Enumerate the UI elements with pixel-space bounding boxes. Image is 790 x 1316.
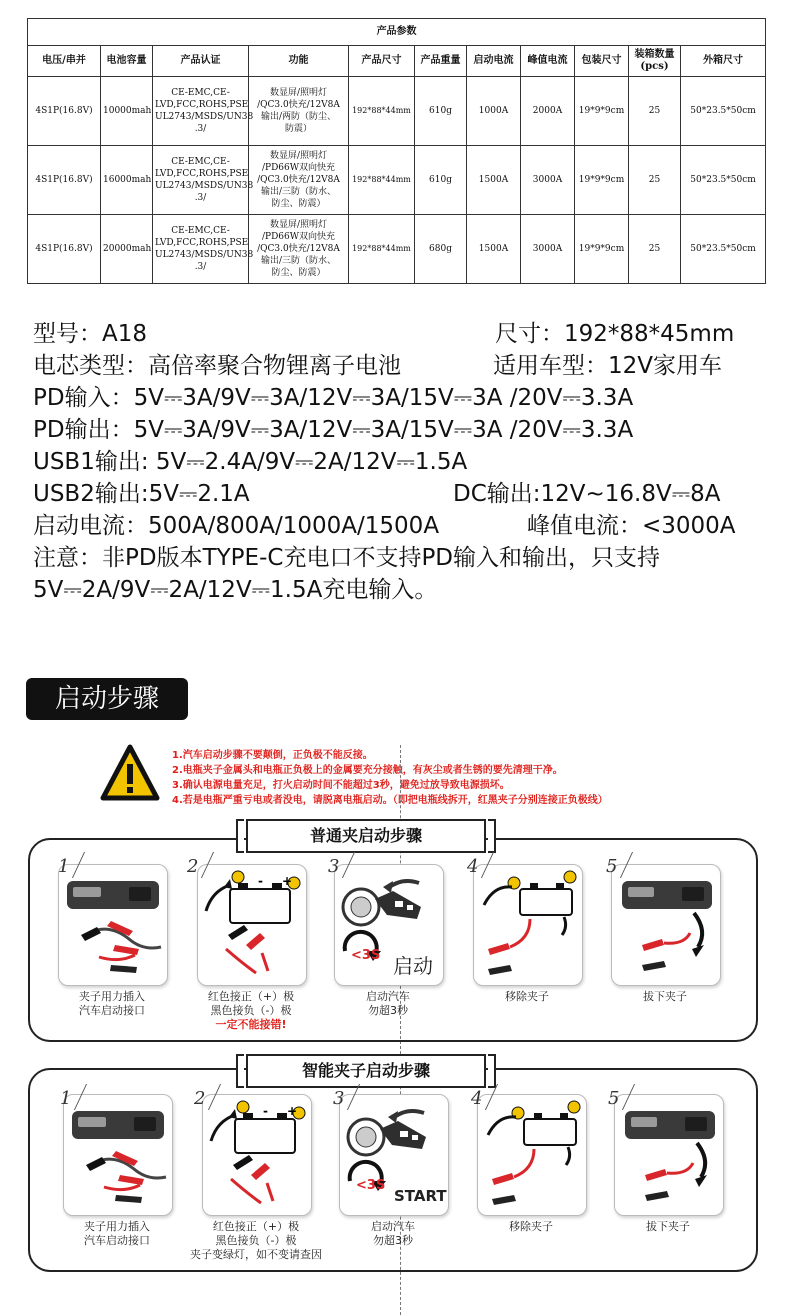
table-cell: CE-EMC,CE- LVD,FCC,ROHS,PSE UL2743/MSDS/UN38 .3/: [153, 77, 249, 146]
unplug-clamps-icon: [612, 865, 720, 985]
param-start-current: 启动电流：500A/800A/1000A/1500A: [33, 513, 440, 539]
timer-text: <3S: [351, 948, 381, 963]
smart-step-2-note: 夹子变绿灯，如不变请查因: [190, 1248, 322, 1261]
warning-item: 3.确认电源电量充足，打火启动时间不能超过3秒，避免过放导致电源损坏。: [172, 780, 510, 791]
header-peak-current: 峰值电流: [521, 46, 575, 77]
smart-step-3-card: [339, 1094, 449, 1216]
table-cell: CE-EMC,CE- LVD,FCC,ROHS,PSE UL2743/MSDS/UN38 .3/: [153, 146, 249, 215]
parameter-list: [33, 318, 763, 606]
table-row: [28, 215, 766, 284]
param-row: [33, 382, 763, 414]
table-cell: 50*23.5*50cm: [681, 77, 766, 146]
remove-clamps-icon: [478, 1095, 586, 1215]
jump-starter-device-icon: [64, 1095, 172, 1215]
header-voltage: 电压/串并: [28, 46, 101, 77]
start-word: 启动: [393, 954, 433, 978]
table-cell: 数显屏/照明灯 /PD66W双向快充 /QC3.0快充/12V8A 输出/三防（防水、 防尘、防震）: [249, 146, 349, 215]
table-cell: 3000A: [521, 146, 575, 215]
table-cell: 数显屏/照明灯 /QC3.0快充/12V8A 输出/两防（防尘、 防震）: [249, 77, 349, 146]
table-row: [28, 77, 766, 146]
car-key-ignition-icon: [335, 865, 443, 985]
start-word: START: [394, 1187, 447, 1205]
table-cell: 1500A: [467, 215, 521, 284]
normal-step-2-warning: 一定不能接错!: [215, 1018, 287, 1031]
table-cell: 25: [629, 146, 681, 215]
normal-step-5-caption: 拔下夹子: [643, 990, 687, 1003]
param-size: 尺寸：192*88*45mm: [495, 321, 735, 347]
smart-step-5-card: [614, 1094, 724, 1216]
normal-step-4-card: [473, 864, 583, 986]
smart-step-3-number: 3: [333, 1088, 345, 1109]
table-cell: CE-EMC,CE- LVD,FCC,ROHS,PSE UL2743/MSDS/UN38 .3/: [153, 215, 249, 284]
smart-step-4-number: 4: [471, 1088, 483, 1109]
header-weight: 产品重量: [415, 46, 467, 77]
table-cell: 20000mah: [101, 215, 153, 284]
remove-clamps-icon: [474, 865, 582, 985]
normal-step-1-number: 1: [58, 856, 70, 877]
table-cell: 192*88*44mm: [349, 146, 415, 215]
normal-step-4-caption: 移除夹子: [505, 990, 549, 1003]
table-cell: 610g: [415, 146, 467, 215]
table-title: 产品参数: [28, 19, 766, 46]
smart-step-1-card: [63, 1094, 173, 1216]
table-cell: 数显屏/照明灯 /PD66W双向快充 /QC3.0快充/12V8A 输出/三防（防水、 防尘、防震）: [249, 215, 349, 284]
table-cell: 4S1P(16.8V): [28, 77, 101, 146]
warning-item: 2.电瓶夹子金属头和电瓶正负极上的金属要充分接触，有灰尘或者生锈的要先清理干净。: [172, 765, 563, 776]
table-cell: 2000A: [521, 77, 575, 146]
smart-step-5-number: 5: [608, 1088, 620, 1109]
normal-step-2-number: 2: [187, 856, 199, 877]
smart-step-1-number: 1: [60, 1088, 72, 1109]
header-start-current: 启动电流: [467, 46, 521, 77]
smart-procedure-title: 智能夹子启动步骤: [246, 1054, 486, 1088]
warning-triangle-icon: [100, 744, 160, 802]
header-package-size: 包装尺寸: [575, 46, 629, 77]
spec-table: [27, 18, 766, 284]
normal-step-2-card: [197, 864, 307, 986]
svg-text:-: -: [258, 874, 263, 888]
warning-item: 1.汽车启动步骤不要颠倒，正负极不能反接。: [172, 750, 373, 761]
smart-step-2-number: 2: [194, 1088, 206, 1109]
param-peak-current: 峰值电流：<3000A: [527, 513, 736, 539]
param-row: [33, 510, 763, 542]
table-cell: 1500A: [467, 146, 521, 215]
table-cell: 19*9*9cm: [575, 77, 629, 146]
param-row: [33, 350, 763, 382]
smart-step-4-card: [477, 1094, 587, 1216]
table-cell: 610g: [415, 77, 467, 146]
normal-step-1-caption: 夹子用力插入 汽车启动接口: [79, 990, 145, 1017]
table-cell: 50*23.5*50cm: [681, 215, 766, 284]
smart-step-1-caption: 夹子用力插入 汽车启动接口: [84, 1220, 150, 1247]
table-cell: 192*88*44mm: [349, 77, 415, 146]
param-usb1-output: USB1输出: 5V⎓2.4A/9V⎓2A/12V⎓1.5A: [33, 449, 468, 475]
param-note-1: 注意：非PD版本TYPE-C充电口不支持PD输入和输出，只支持: [33, 545, 661, 571]
svg-text:+: +: [282, 874, 293, 888]
table-cell: 50*23.5*50cm: [681, 146, 766, 215]
unplug-clamps-icon: [615, 1095, 723, 1215]
header-certification: 产品认证: [153, 46, 249, 77]
table-cell: 4S1P(16.8V): [28, 215, 101, 284]
timer-text: <3S: [356, 1178, 386, 1193]
normal-step-5-number: 5: [606, 856, 618, 877]
table-cell: 1000A: [467, 77, 521, 146]
header-box-qty: 装箱数量 (pcs): [629, 46, 681, 77]
battery-connection-icon: [198, 865, 306, 985]
smart-step-3-caption: 启动汽车 勿超3秒: [371, 1220, 415, 1247]
table-cell: 16000mah: [101, 146, 153, 215]
steps-section-title: 启动步骤: [26, 678, 188, 720]
header-function: 功能: [249, 46, 349, 77]
warning-list: [172, 748, 732, 808]
svg-text:+: +: [287, 1104, 298, 1118]
param-dc-output: DC输出:12V~16.8V⎓8A: [453, 481, 721, 507]
normal-step-4-number: 4: [467, 856, 479, 877]
car-key-ignition-icon: [340, 1095, 448, 1215]
warning-item: 4.若是电瓶严重亏电或者没电，请脱离电瓶启动。（即把电瓶线拆开，红黑夹子分别连接正负极线）: [172, 795, 608, 806]
table-cell: 19*9*9cm: [575, 215, 629, 284]
table-cell: 19*9*9cm: [575, 146, 629, 215]
param-row: [33, 478, 763, 510]
table-cell: 25: [629, 215, 681, 284]
normal-step-3-card: [334, 864, 444, 986]
svg-text:-: -: [263, 1104, 268, 1118]
normal-step-3-caption: 启动汽车 勿超3秒: [366, 990, 410, 1017]
table-cell: 4S1P(16.8V): [28, 146, 101, 215]
param-usb2-output: USB2输出:5V⎓2.1A: [33, 481, 250, 507]
table-cell: 3000A: [521, 215, 575, 284]
normal-step-2-caption: 红色接正（+）极 黑色接负（-）极 一定不能接错!: [181, 990, 321, 1032]
normal-procedure-title: 普通夹启动步骤: [246, 819, 486, 853]
table-row: [28, 146, 766, 215]
table-cell: 680g: [415, 215, 467, 284]
battery-connection-icon: [203, 1095, 311, 1215]
header-carton-size: 外箱尺寸: [681, 46, 766, 77]
param-note-2: 5V⎓2A/9V⎓2A/12V⎓1.5A充电输入。: [33, 577, 438, 603]
header-size: 产品尺寸: [349, 46, 415, 77]
param-model: 型号：A18: [33, 321, 148, 347]
table-cell: 10000mah: [101, 77, 153, 146]
param-row: [33, 446, 763, 478]
table-cell: 25: [629, 77, 681, 146]
smart-step-4-caption: 移除夹子: [509, 1220, 553, 1233]
param-row: [33, 414, 763, 446]
normal-step-1-card: [58, 864, 168, 986]
param-row: [33, 318, 763, 350]
param-pd-input: PD输入：5V⎓3A/9V⎓3A/12V⎓3A/15V⎓3A /20V⎓3.3A: [33, 385, 634, 411]
smart-step-5-caption: 拔下夹子: [646, 1220, 690, 1233]
jump-starter-device-icon: [59, 865, 167, 985]
normal-step-3-number: 3: [328, 856, 340, 877]
param-car-type: 适用车型：12V家用车: [493, 353, 723, 379]
param-pd-output: PD输出：5V⎓3A/9V⎓3A/12V⎓3A/15V⎓3A /20V⎓3.3A: [33, 417, 634, 443]
param-cell-type: 电芯类型：高倍率聚合物锂离子电池: [33, 353, 401, 379]
smart-step-2-card: [202, 1094, 312, 1216]
table-cell: 192*88*44mm: [349, 215, 415, 284]
normal-step-5-card: [611, 864, 721, 986]
smart-step-2-caption: 红色接正（+）极 黑色接负（-）极 夹子变绿灯，如不变请查因: [186, 1220, 326, 1262]
header-capacity: 电池容量: [101, 46, 153, 77]
